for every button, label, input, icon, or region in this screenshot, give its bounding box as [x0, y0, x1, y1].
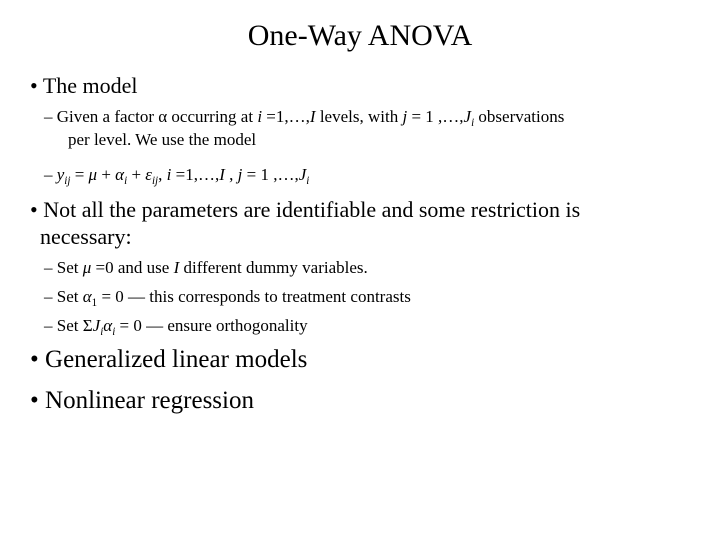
- var-i: i: [257, 107, 263, 126]
- sub-bullet-orthogonality: – Set $\Sigma J_i\alpha_i = 0$ — ensure orthogonality: [44, 316, 308, 338]
- bullet-the-model: [30, 73, 138, 99]
- alpha-symbol: α: [115, 165, 125, 184]
- sub-bullet-factor-description: – Given a factor α occurring at i =1,…,I levels, with j = 1 $,\dots,J_i$ observations: [44, 107, 565, 129]
- bullet-nonlinear-regression: • Nonlinear regression: [30, 387, 254, 414]
- sigma-symbol: Σ: [82, 316, 93, 335]
- bullet-identifiability-cont: necessary:: [40, 224, 132, 249]
- bullet-text: The model: [42, 73, 138, 98]
- dash-glyph: –: [44, 107, 53, 126]
- var-j: j: [402, 107, 408, 126]
- sub-bullet-treatment-contrasts: – Set $\alpha_1 = 0$ — this corresponds to treatment contrasts: [44, 287, 411, 309]
- sub-bullet-factor-description-cont: per level. We use the model: [68, 130, 257, 149]
- alpha-symbol: α: [158, 107, 168, 126]
- bullet-glyph: •: [30, 73, 38, 98]
- mu-symbol: μ: [88, 165, 98, 184]
- bullet-identifiability: • Not all the parameters are identifiable and some restriction is: [30, 197, 581, 222]
- var-J: J: [463, 107, 472, 126]
- model-equation: – $y_{ij} = \mu + \alpha_i + \varepsilon_{ij}$, i =1,…,I , j = 1 $,\dots,J_i$: [44, 165, 310, 187]
- slide-title: One-Way ANOVA: [247, 19, 473, 52]
- bullet-generalized-linear-models: • Generalized linear models: [30, 346, 308, 373]
- mu-symbol: μ: [82, 258, 92, 277]
- var-I: I: [309, 107, 316, 126]
- epsilon-symbol: ε: [145, 165, 152, 184]
- sub-bullet-dummy-variables: – Set μ =0 and use I different dummy variables.: [44, 258, 368, 277]
- alpha-symbol: α: [82, 287, 92, 306]
- alpha-symbol: α: [103, 316, 113, 335]
